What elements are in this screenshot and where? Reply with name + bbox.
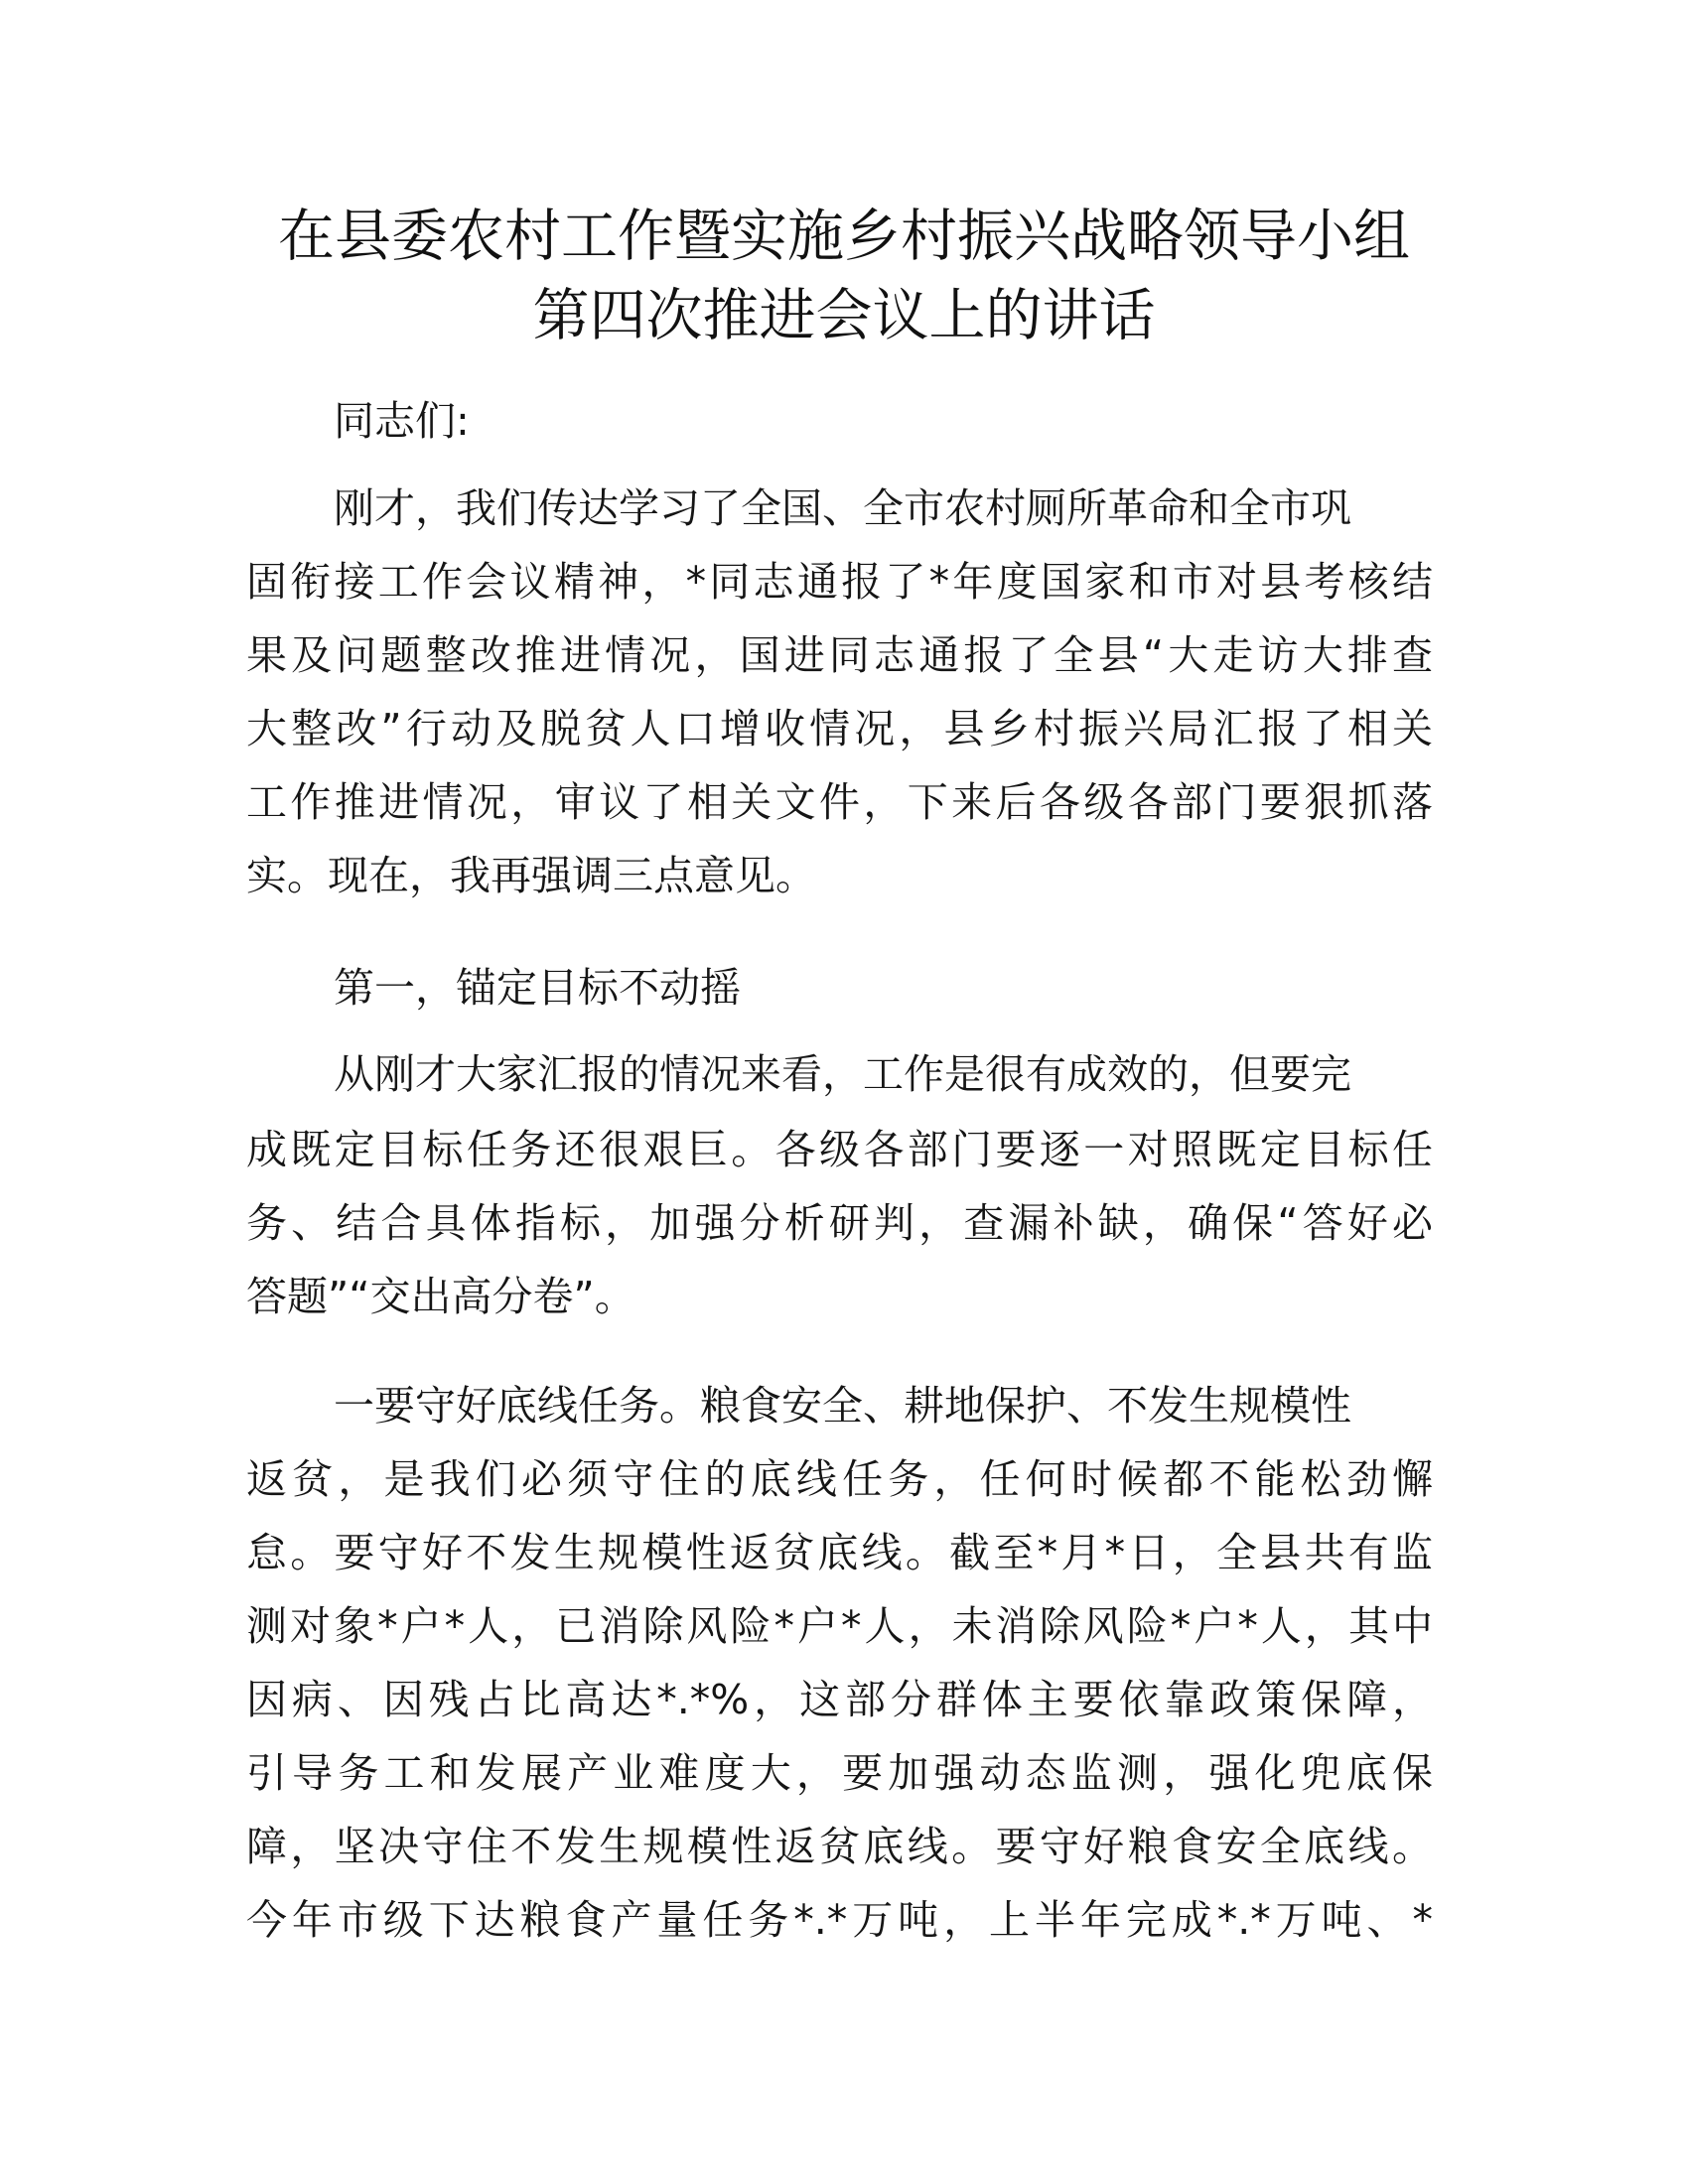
- paragraph-line: 因病、因残占比高达*.*%，这部分群体主要依靠政策保障，: [246, 1676, 1433, 1723]
- paragraph-line: 从刚才大家汇报的情况来看，工作是很有成效的，但要完: [334, 1050, 1351, 1098]
- paragraph-line: 答题”“交出高分卷”。: [246, 1273, 635, 1320]
- paragraph-line: 今年市级下达粮食产量任务*.*万吨，上半年完成*.*万吨、*: [246, 1896, 1433, 1944]
- paragraph-line: 测对象*户*人，已消除风险*户*人，未消除风险*户*人，其中: [246, 1602, 1433, 1650]
- paragraph-line: 一要守好底线任务。粮食安全、耕地保护、不发生规模性: [334, 1382, 1351, 1430]
- paragraph-line: 引导务工和发展产业难度大，要加强动态监测，强化兜底保: [246, 1749, 1433, 1797]
- document-title-line-2: 第四次推进会议上的讲话: [532, 283, 1156, 348]
- paragraph-line: 固衔接工作会议精神，*同志通报了*年度国家和市对县考核结: [246, 558, 1433, 606]
- paragraph-line: 实。现在，我再强调三点意见。: [246, 852, 816, 899]
- paragraph-line: 怠。要守好不发生规模性返贫底线。截至*月*日，全县共有监: [246, 1529, 1433, 1576]
- paragraph-line: 返贫，是我们必须守住的底线任务，任何时候都不能松劲懈: [246, 1455, 1433, 1503]
- paragraph-line: 成既定目标任务还很艰巨。各级各部门要逐一对照既定目标任: [246, 1126, 1433, 1173]
- paragraph-line: 工作推进情况，审议了相关文件，下来后各级各部门要狠抓落: [246, 778, 1433, 826]
- paragraph-line: 务、结合具体指标，加强分析研判，查漏补缺，确保“答好必: [246, 1199, 1433, 1247]
- paragraph-line: 刚才，我们传达学习了全国、全市农村厕所革命和全市巩: [334, 484, 1351, 532]
- paragraph-line: 障，坚决守住不发生规模性返贫底线。要守好粮食安全底线。: [246, 1823, 1433, 1870]
- document-title-line-1: 在县委农村工作暨实施乡村振兴战略领导小组: [278, 204, 1410, 269]
- salutation: 同志们:: [334, 397, 470, 445]
- paragraph-line: 果及问题整改推进情况，国进同志通报了全县“大走访大排查: [246, 631, 1433, 679]
- paragraph-line: 大整改”行动及脱贫人口增收情况，县乡村振兴局汇报了相关: [246, 705, 1433, 752]
- section-heading: 第一，锚定目标不动摇: [334, 964, 741, 1012]
